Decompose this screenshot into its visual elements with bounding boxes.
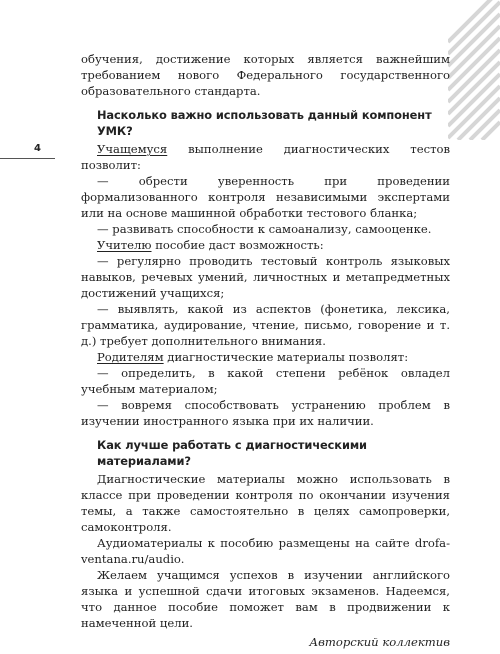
teacher-item: — регулярно проводить тестовый контроль языковых навыков, речевых умений, личностных и метапредметных достижений учащихся; bbox=[81, 254, 450, 300]
intro-paragraph: обучения, достижение которых является важнейшим требованием нового Федерального государственного образовательного стандарта. bbox=[81, 52, 450, 98]
section-heading-importance: Насколько важно использовать данный компонент УМК? bbox=[97, 108, 432, 138]
page-content bbox=[81, 51, 450, 650]
students-lead bbox=[81, 141, 450, 173]
teacher-lead-text: пособие даст возможность: bbox=[151, 238, 324, 252]
section-heading-usage: Как лучше работать с диагностическими материалами? bbox=[97, 438, 367, 468]
parents-label: Родителям bbox=[97, 350, 164, 364]
teacher-lead bbox=[81, 237, 450, 253]
students-label: Учащемуся bbox=[97, 142, 168, 156]
parents-lead bbox=[81, 349, 450, 365]
students-item: — развивать способности к самоанализу, самооценке. bbox=[97, 222, 432, 236]
corner-decoration bbox=[448, 0, 500, 140]
usage-paragraph: Диагностические материалы можно использовать в классе при проведении контроля по окончании изучения темы, а также самостоятельно в целях самопроверки, самоконтроля. bbox=[81, 472, 450, 534]
audio-paragraph: Аудиоматериалы к пособию размещены на сайте drofa-ventana.ru/audio. bbox=[81, 536, 450, 566]
students-lead-text: выполнение диагностических тестов позволит: bbox=[81, 142, 450, 172]
teacher-item: — выявлять, какой из аспектов (фонетика, лексика, грамматика, аудирование, чтение, письмо, говорение и т. д.) требует дополнительного внимания. bbox=[81, 302, 450, 348]
teacher-label: Учителю bbox=[97, 238, 152, 252]
page-number: 4 bbox=[0, 143, 55, 159]
wishes-paragraph: Желаем учащимся успехов в изучении английского языка и успешной сдачи итоговых экзаменов. Надеемся, что данное пособие поможет вам в продвижении к намеченной цели. bbox=[81, 568, 450, 630]
parents-lead-text: диагностические материалы позволят: bbox=[163, 350, 409, 364]
parents-item: — вовремя способствовать устранению проблем в изучении иностранного языка при их наличии. bbox=[81, 398, 450, 428]
students-item: — обрести уверенность при проведении формализованного контроля независимыми экспертами или на основе машинной обработки тестового бланка; bbox=[81, 174, 450, 220]
parents-item: — определить, в какой степени ребёнок овладел учебным материалом; bbox=[81, 366, 450, 396]
signature: Авторский коллектив bbox=[309, 635, 450, 649]
